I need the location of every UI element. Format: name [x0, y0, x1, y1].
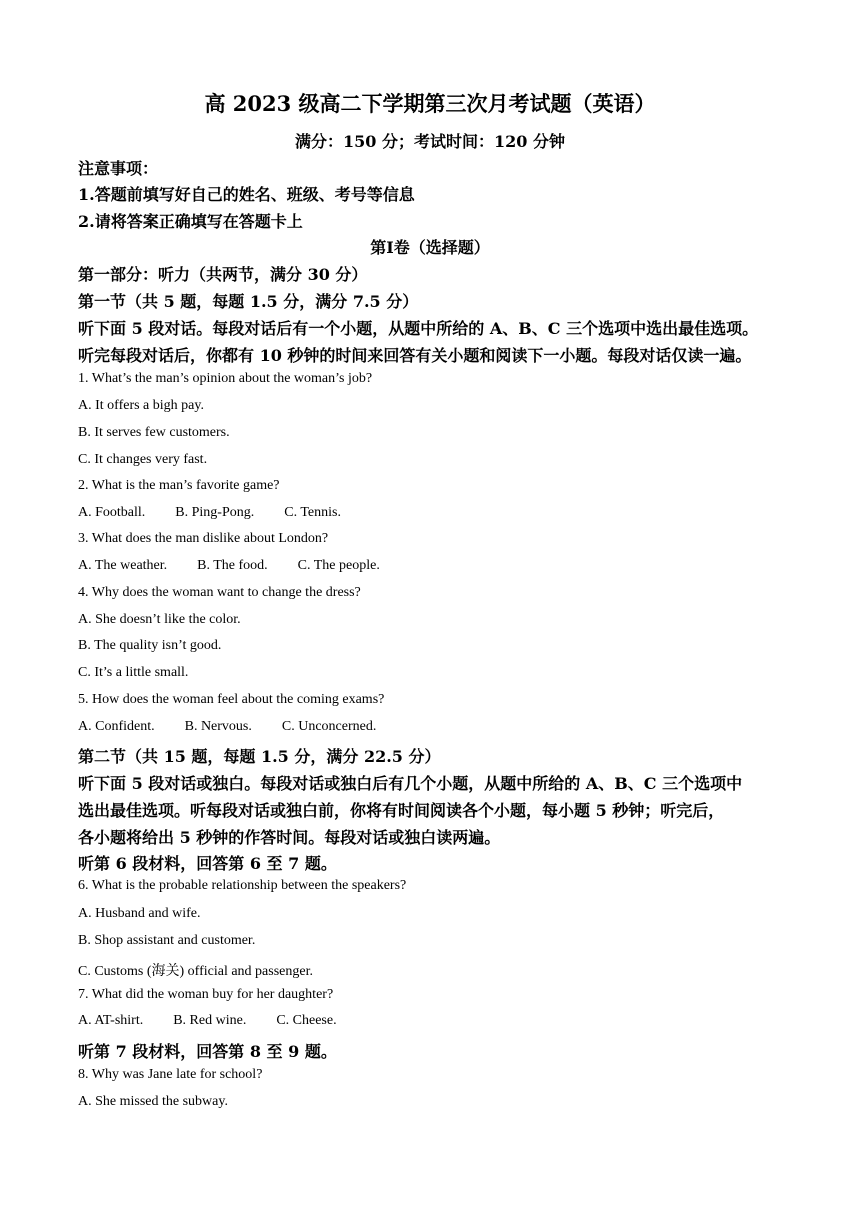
- question-option: C. It’s a little small.: [78, 665, 189, 680]
- notice-item: 1.答题前填写好自己的姓名、班级、考号等信息: [78, 185, 415, 204]
- question-stem: 2. What is the man’s favorite game?: [78, 478, 280, 493]
- section-instructions: 选出最佳选项。听每段对话或独白前，你将有时间阅读各个小题，每小题 5 秒钟；听完后，: [78, 801, 725, 820]
- question-stem: 1. What’s the man’s opinion about the woman’s job?: [78, 371, 373, 386]
- question-option: C. Cheese.: [276, 1013, 337, 1028]
- question-option: A. She missed the subway.: [78, 1094, 228, 1109]
- question-option: C. Unconcerned.: [281, 719, 377, 734]
- question-option: A. The weather.: [78, 558, 168, 573]
- question-option: A. Football.: [78, 505, 146, 520]
- question-stem: 4. Why does the woman want to change the dress?: [78, 585, 361, 600]
- question-stem: 5. How does the woman feel about the coming exams?: [78, 692, 385, 707]
- question-option: B. Shop assistant and customer.: [78, 933, 256, 948]
- question-option: B. It serves few customers.: [78, 425, 230, 440]
- question-options-row: [78, 1013, 337, 1029]
- question-option: A. She doesn’t like the color.: [78, 612, 241, 627]
- question-option: A. Husband and wife.: [78, 906, 201, 921]
- section-instructions: 听完每段对话后，你都有 10 秒钟的时间来回答有关小题和阅读下一小题。每段对话仅读一遍。: [78, 346, 752, 365]
- material-heading: 听第 6 段材料，回答第 6 至 7 题。: [78, 854, 337, 873]
- question-option: A. Confident.: [78, 719, 155, 734]
- question-option: B. Ping-Pong.: [175, 505, 255, 520]
- section-instructions: 听下面 5 段对话。每段对话后有一个小题，从题中所给的 A、B、C 三个选项中选出最佳选项。: [78, 319, 759, 338]
- section-instructions: 听下面 5 段对话或独白。每段对话或独白后有几个小题，从题中所给的 A、B、C 三个选项中: [78, 774, 743, 793]
- question-stem: 6. What is the probable relationship between the speakers?: [78, 878, 407, 893]
- question-option: B. Nervous.: [184, 719, 252, 734]
- page-title: 高 2023 级高二下学期第三次月考试题（英语）: [204, 91, 656, 116]
- section-title: 第二节（共 15 题，每题 1.5 分，满分 22.5 分）: [78, 747, 441, 766]
- question-option: C. It changes very fast.: [78, 452, 208, 467]
- question-option: A. It offers a bigh pay.: [78, 398, 204, 413]
- notice-item: 2.请将答案正确填写在答题卡上: [78, 212, 303, 231]
- exam-subtitle: 满分：150 分；考试时间：120 分钟: [295, 132, 565, 151]
- question-option: B. The quality isn’t good.: [78, 638, 222, 653]
- question-options-row: [78, 558, 380, 574]
- section-instructions: 各小题将给出 5 秒钟的作答时间。每段对话或独白读两遍。: [78, 828, 501, 847]
- question-stem: 7. What did the woman buy for her daughter?: [78, 987, 334, 1002]
- question-option: B. The food.: [197, 558, 268, 573]
- material-heading: 听第 7 段材料，回答第 8 至 9 题。: [78, 1042, 337, 1061]
- question-options-row: [78, 719, 376, 735]
- question-stem: 8. Why was Jane late for school?: [78, 1067, 263, 1082]
- question-option: C. The people.: [297, 558, 380, 573]
- volume-title: 第Ⅰ卷（选择题）: [370, 238, 490, 257]
- section-title: 第一节（共 5 题，每题 1.5 分，满分 7.5 分）: [78, 292, 419, 311]
- question-option: A. AT-shirt.: [78, 1013, 144, 1028]
- notice-heading: 注意事项：: [78, 159, 159, 178]
- question-options-row: [78, 505, 341, 521]
- question-option: C. Customs (海关) official and passenger.: [78, 964, 313, 979]
- part-title: 第一部分：听力（共两节，满分 30 分）: [78, 265, 368, 284]
- question-option: B. Red wine.: [173, 1013, 247, 1028]
- question-option: C. Tennis.: [284, 505, 341, 520]
- question-stem: 3. What does the man dislike about London?: [78, 531, 329, 546]
